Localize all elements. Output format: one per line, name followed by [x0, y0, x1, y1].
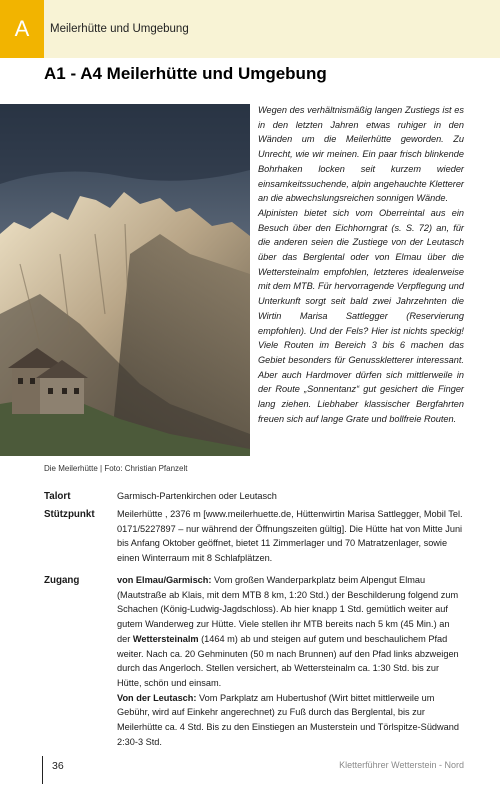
intro-paragraph-1: Wegen des verhältnismäßig langen Zustiegs ist es in den letzten Jahren etwas ruhiger in den Wänden um die Meilerhütte geworden. Zu Unrecht, wie wir meinen. Ein paar frisch blinkende Bohrhaken locken seit kurzem wieder einsamkeitssuchende, alpin angehauchte Kletterer an die abwechslungsreichen sonnigen Wände.	[258, 105, 464, 204]
wettersteinalm-name: Wettersteinalm	[132, 633, 199, 644]
zugang-value	[117, 573, 465, 749]
footer-rule	[42, 756, 43, 784]
intro-paragraph-2: Alpinisten bietet sich vom Oberreintal aus ein Besuch über den Eichhorngrat (s. S. 72) an, für die anderen seien die Zustiege von der Leutasch über das Berglental oder von Elmau über die Wettersteinalm empfohlen, letzteres idealerweise mit dem MTB. Für hervorragende Verpflegung und Unterkunft sorgt seit bald zwei Jahrzehnten die Wirtin Marisa Sattlegger (Reservierung empfohlen). Und der Fels? Hier ist nichts speckig! Viele Routen im Bereich 3 bis 6 machen das Gebiet besonders für Genusskletterer interessant. Aber auch Hardmover dürfen sich mittlerweile in der Route „Sonnentanz“ gut gesichert die Finger lang ziehen. Liebhaber klassischer Bergfahrten freuen sich auf lange Grate und bollfreie Routen.	[258, 207, 464, 424]
stuetzpunkt-label: Stützpunkt	[44, 509, 95, 520]
page-number: 36	[52, 760, 64, 772]
page-title: A1 - A4 Meilerhütte und Umgebung	[44, 64, 327, 83]
zugang-leutasch-text: Vom Parkplatz am Hubertushof (Wirt bittet mittlerweile um Gebühr, wird auf Einkehr angerechnet) zu Fuß durch das Berglental, bis zur Meilerhütte ca. 4 Std. Bis zu den Einstiegen an Musterstein und Törlspitze-Südwand 2:30-3 Std.	[117, 692, 459, 747]
footer-book-title: Kletterführer Wetterstein - Nord	[339, 760, 464, 770]
talort-label: Talort	[44, 491, 71, 502]
intro-text	[258, 103, 464, 426]
hut-photo	[0, 104, 250, 456]
stuetzpunkt-value: Meilerhütte , 2376 m [www.meilerhuette.de, Hüttenwirtin Marisa Sattlegger, Mobil Tel. 0171/5227897 – nur während der Öffnungszeiten gültig]. Die Hütte hat von Mitte Juni bis Anfang Oktober geöffnet, bietet 11 Zimmerlager und 70 Matratzenlager, sowie einen Winterraum mit 8 Schlafplätzen.	[117, 509, 463, 564]
zugang-elmau-text-1: Vom großen Wanderparkplatz beim Alpengut Elmau (Mautstraße ab Klais, mit dem MTB 8 km, 1:20 Std.) der Beschilderung folgend zum Schachen (König-Ludwig-Jagdschloss). Ab hier knapp 1 Std. gemütlich weiter auf gutem Wanderweg zur Hütte. Viele stellen ihr MTB bereits nach 5 km (45 Min.) an der	[117, 575, 459, 644]
zugang-leutasch-heading: Von der Leutasch:	[117, 692, 197, 703]
photo-caption: Die Meilerhütte | Foto: Christian Pfanzelt	[44, 464, 188, 473]
zugang-elmau-heading: von Elmau/Garmisch:	[117, 575, 212, 585]
zugang-label: Zugang	[44, 575, 80, 586]
running-head: Meilerhütte und Umgebung	[50, 23, 189, 35]
talort-value: Garmisch-Partenkirchen oder Leutasch	[117, 491, 277, 501]
section-badge: A	[0, 0, 44, 58]
zugang-elmau-text-2: (1464 m) ab und steigen auf gutem und beschaulichem Pfad weiter. Nach ca. 20 Gehminuten (50 m nach Brunnen) auf den Pfad links abzweigen durch das Angerloch. Stellen versichert, ab Wettersteinalm ca. 1:30 Std. bis zur Hütte, schön und einsam.	[117, 633, 459, 688]
